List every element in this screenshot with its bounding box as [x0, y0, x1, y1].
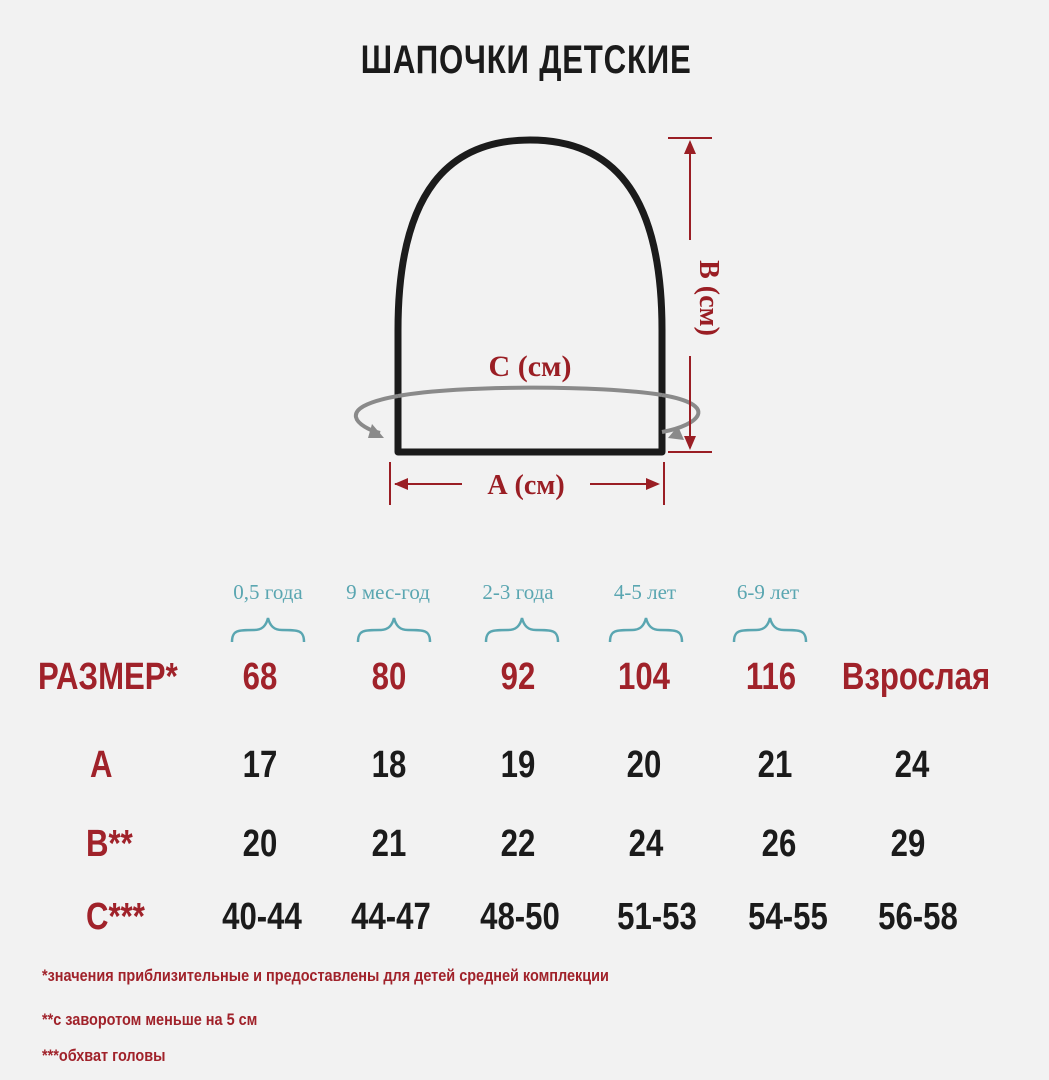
age-label-2: 9 мес-год	[346, 580, 430, 604]
table-cell: 21	[371, 823, 407, 865]
table-cell: 20	[626, 744, 662, 786]
dimension-a-arrow-right	[646, 478, 660, 490]
circumference-arc	[662, 395, 698, 432]
size-row-label: РАЗМЕР*	[38, 656, 178, 698]
footnote-2: **с заворотом меньше на 5 см	[42, 1010, 258, 1029]
age-label-3: 2-3 года	[482, 580, 554, 604]
label-c: С (см)	[488, 350, 572, 383]
table-cell: 26	[761, 823, 797, 865]
brace-icon	[730, 610, 810, 646]
hat-outline	[398, 140, 662, 452]
table-cell: 56-58	[878, 896, 958, 938]
age-label-4: 4-5 лет	[613, 580, 677, 604]
brace-icon	[606, 610, 686, 646]
footnote-1: *значения приблизительные и предоставлены для детей средней комплекции	[42, 966, 609, 985]
table-cell: 48-50	[480, 896, 560, 938]
size-value: 116	[745, 656, 797, 698]
circumference-arrow-left	[368, 424, 384, 438]
age-label-5: 6-9 лет	[736, 580, 800, 604]
table-cell: 54-55	[748, 896, 828, 938]
size-value: Взрослая	[841, 656, 991, 698]
page-title: ШАПОЧКИ ДЕТСКИЕ	[360, 38, 692, 82]
table-cell: 18	[371, 744, 407, 786]
table-cell: 51-53	[617, 896, 697, 938]
table-cell: 17	[242, 744, 278, 786]
footnote-3: ***обхват головы	[42, 1046, 166, 1065]
dimension-b-arrow-bottom	[684, 436, 696, 450]
brace-icon	[228, 610, 308, 646]
dimension-b-arrow-top	[684, 140, 696, 154]
dimension-a-arrow-left	[394, 478, 408, 490]
brace-icon	[354, 610, 434, 646]
table-cell: 29	[890, 823, 926, 865]
row-label-c: С***	[86, 896, 145, 938]
table-cell: 19	[500, 744, 536, 786]
table-cell: 20	[242, 823, 278, 865]
row-label-a: А	[90, 744, 113, 786]
label-a: А (см)	[487, 470, 565, 501]
age-label-1: 0,5 года	[233, 580, 303, 604]
row-label-b: В**	[86, 823, 133, 865]
size-value: 68	[242, 656, 278, 698]
table-cell: 21	[757, 744, 793, 786]
table-cell: 40-44	[222, 896, 302, 938]
table-cell: 24	[628, 823, 664, 865]
table-cell: 24	[894, 744, 930, 786]
size-value: 92	[500, 656, 536, 698]
size-value: 80	[371, 656, 407, 698]
table-cell: 44-47	[351, 896, 431, 938]
brace-icon	[482, 610, 562, 646]
size-value: 104	[618, 656, 670, 698]
label-b: В (см)	[693, 260, 724, 336]
table-cell: 22	[500, 823, 536, 865]
